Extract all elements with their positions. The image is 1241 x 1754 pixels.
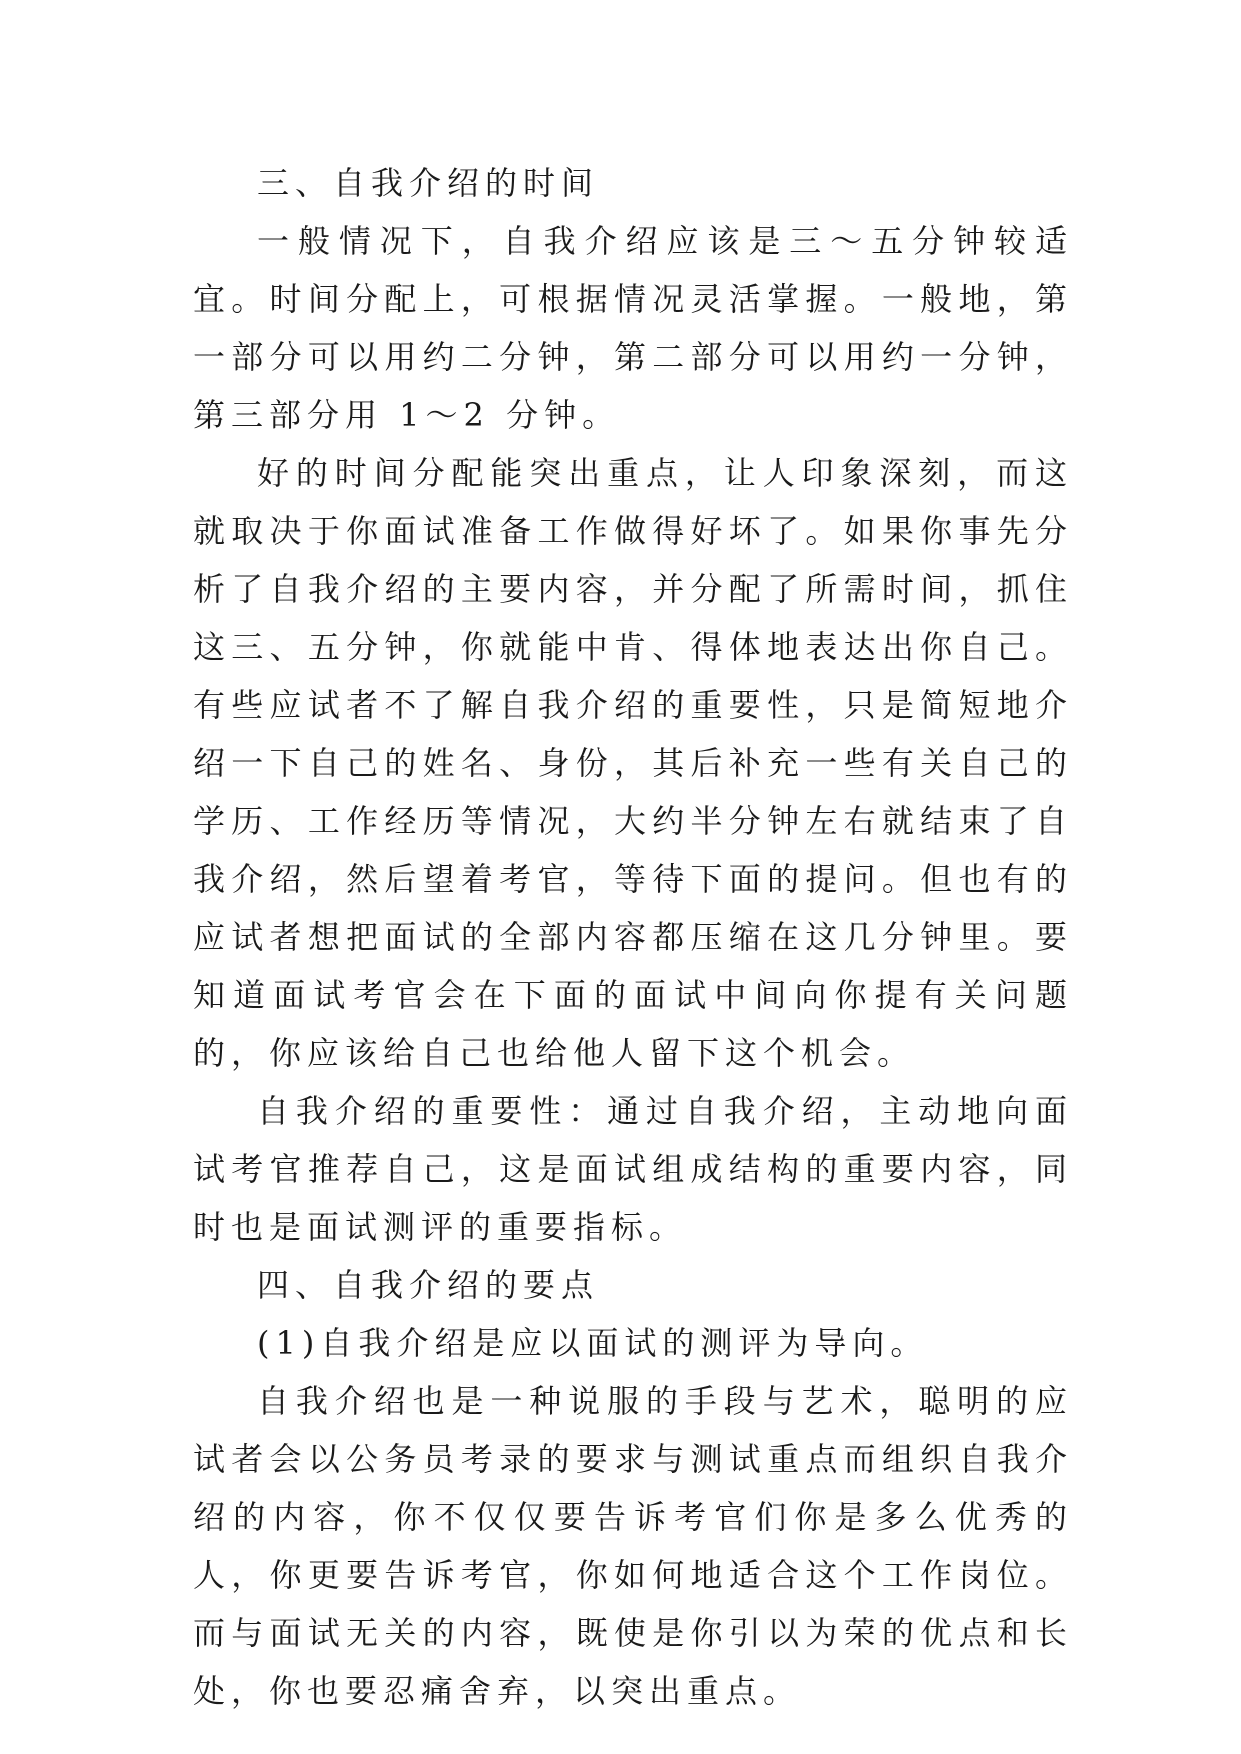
section-heading-key-points: 四、自我介绍的要点 [257,1266,600,1304]
paragraph-intro-importance: 自我介绍的重要性：通过自我介绍，主动地向面试考官推荐自己，这是面试组成结构的重要内容，同时也是面试测评的重要指标。 [193,1092,1073,1246]
section-heading-time: 三、自我介绍的时间 [257,164,600,202]
list-item-point-1: (1)自我介绍是应以面试的测评为导向。 [257,1324,929,1362]
paragraph-time-importance: 好的时间分配能突出重点，让人印象深刻，而这就取决于你面试准备工作做得好坏了。如果你事先分析了自我介绍的主要内容，并分配了所需时间，抓住这三、五分钟，你就能中肯、得体地表达出你自己。有些应试者不了解自我介绍的重要性，只是简短地介绍一下自己的姓名、身份，其后补充一些有关自己的学历、工作经历等情况，大约半分钟左右就结束了自我介绍，然后望着考官，等待下面的提问。但也有的应试者想把面试的全部内容都压缩在这几分钟里。要知道面试考官会在下面的面试中间向你提有关问题的，你应该给自己也给他人留下这个机会。 [193,454,1073,1072]
paragraph-time-allocation: 一般情况下，自我介绍应该是三～五分钟较适宜。时间分配上，可根据情况灵活掌握。一般地，第一部分可以用约二分钟，第二部分可以用约一分钟，第三部分用 1～2 分钟。 [193,222,1073,434]
body-text [193,154,1073,1720]
paragraph-persuasion: 自我介绍也是一种说服的手段与艺术，聪明的应试者会以公务员考录的要求与测试重点而组织自我介绍的内容，你不仅仅要告诉考官们你是多么优秀的人，你更要告诉考官，你如何地适合这个工作岗位。而与面试无关的内容，既使是你引以为荣的优点和长处，你也要忍痛舍弃，以突出重点。 [193,1382,1073,1710]
